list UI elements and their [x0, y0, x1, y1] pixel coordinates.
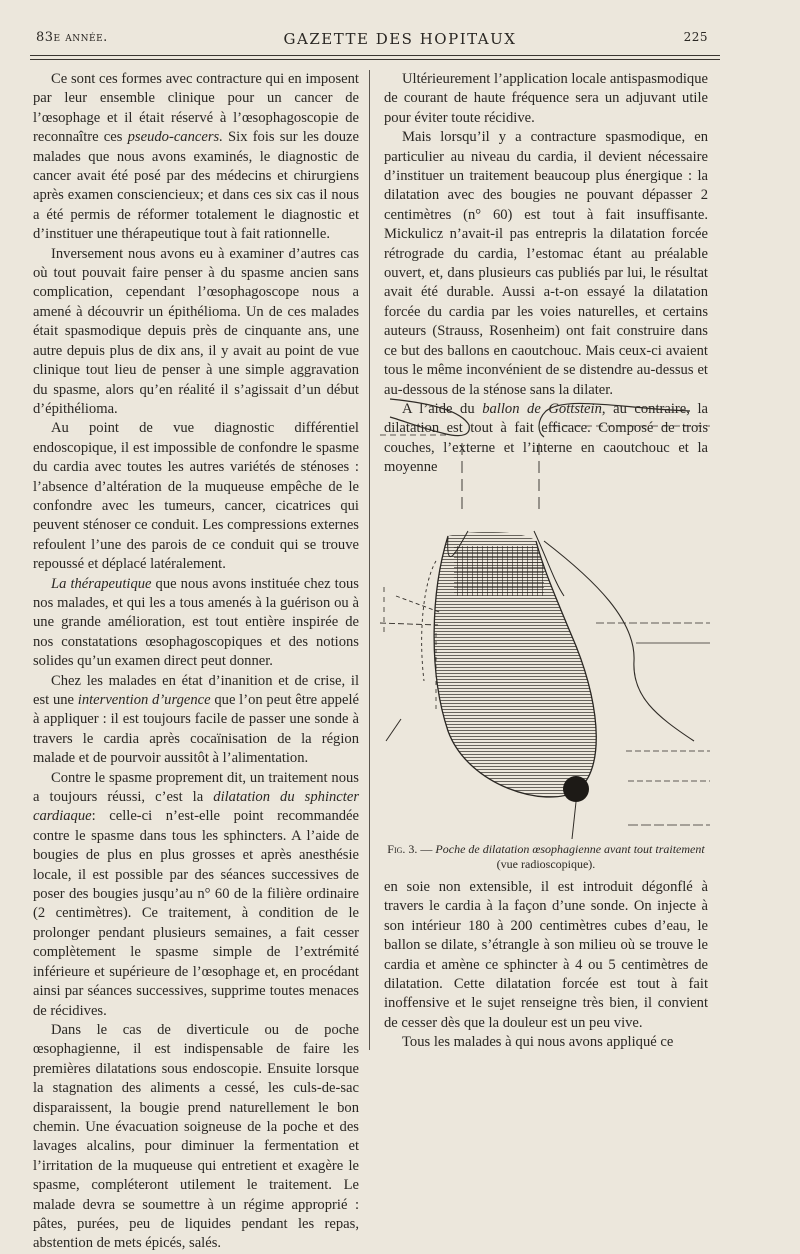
page-number: 225: [683, 30, 708, 44]
masthead-title: GAZETTE DES HOPITAUX: [283, 30, 517, 48]
paragraph: La thérapeutique que nous avons instituée chez tous nos malades, et qui les a tous amenés à la guérison ou à une grande amélioration, est tout entière inspirée de nos constatations œsophagoscopiques et des notions solides qu’un examen direct peut donner.: [33, 575, 359, 670]
header-rule-top: [30, 55, 720, 56]
right-column-bottom: [384, 878, 708, 1053]
paragraph: Tous les malades à qui nous avons appliqué ce: [402, 1034, 674, 1051]
paragraph: Mais lorsqu’il y a contracture spasmodique, en particulier au niveau du cardia, il devient nécessaire d’instituer un traitement beaucoup plus énergique : la dilatation avec des bougies ne pouvant dépasser 2 centimètres (n° 60) est tout à fait insuffisante. Mickulicz n’avait-il pas entrepris la dilatation forcée rétrograde du cardia, l’estomac étant au préalable ouvert, et, dans plusieurs cas publiés par lui, le résultat avait été durable. Aussi a-t-on essayé la dilatation forcée du cardia par les voies naturelles, et certains auteurs (Strauss, Rosenheim) ont fait construire dans ce but des ballons en caoutchouc. Mais ceux-ci avaient tous le même inconvénient de se distendre au-dessus et au-dessous de la sténose sans la dilater.: [384, 129, 708, 398]
paragraph: Chez les malades en état d’inanition et de crise, il est une intervention d’urgence que l’on peut être appelé à appliquer : il est toujours facile de passer une sonde à travers le cardia après cocaïnisation de la région malade et de pourvoir aussitôt à l’alimentation.: [33, 672, 359, 767]
figure-subcaption: (vue radioscopique).: [496, 857, 596, 871]
header-year: 83e année.: [36, 30, 108, 45]
header-rule-bottom: [30, 59, 720, 60]
paragraph: A l’aide du ballon de Gottstein, au contraire, la dilatation est tout à fait efficace. Composé de trois couches, l’externe et l’interne en caoutchouc et la moyenne: [384, 400, 708, 476]
paragraph: Ultérieurement l’application locale antispasmodique de courant de haute fréquence sera un adjuvant utile pour éviter toute récidive.: [384, 71, 708, 126]
barium-pouch-shading: [416, 521, 616, 821]
diaphragm-left-curve: [390, 399, 469, 436]
left-column: [33, 70, 359, 1254]
paragraph: Dans le cas de diverticule ou de poche œsophagienne, il est indispensable de faire les premières dilatations sous endoscopie. Ensuite lorsque la stagnation des aliments a cessé, les culs-de-sac disparaissent, la bougie prend naturellement le bon chemin. Une évacuation soigneuse de la poche et des lavages alcalins, pour diminuer la fermentation et l’irritation de la muqueuse qui entretient et exagère le spasme, compléteront utilement le traitement. Le malade devra se soumettre à un régime approprié : pâtes, purées, peu de liquides pendant les repas, abstention de mets épicés, salés.: [33, 1021, 359, 1252]
figure-caption-text: Poche de dilatation œsophagienne avant tout traitement: [435, 842, 705, 856]
diaphragm-right-curve: [539, 403, 690, 437]
paragraph: Contre le spasme proprement dit, un traitement nous a toujours réussi, c’est la dilatation du sphincter cardiaque: celle-ci n’est-elle point recommandée contre le spasme dans tous les sphincters. A l’aide de bougies de plus en plus grosses et après anesthésie locale, il est possible par des séances successives de poser des bougies jusqu’au n° 60 de la filière ordinaire (2 centimètres). Ce traitement, à condition de le prolonger pendant plusieurs semaines, a fait cesser complètement le spasme simple de l’extrémité inférieure et supérieure de l’œsophage et, en procédant ainsi par séances successives, supprime toutes menaces de récidives.: [33, 769, 359, 1019]
column-divider: [369, 70, 370, 1050]
cardia-stricture-dot: [563, 776, 589, 802]
paragraph: Au point de vue diagnostic différentiel endoscopique, il est impossible de confondre le spasme du cardia avec toutes les autres variétés de sténoses : l’absence d’altération de la muqueuse empêche de le confondre avec les tumeurs, cancer, cicatrices qui peuvent sténoser ce conduit. Les compressions externes refoulent l’une des parois de ce conduit qui se trouve repoussé et déplacé latéralement.: [33, 420, 359, 573]
paragraph: Ce sont ces formes avec contracture qui en imposent par leur ensemble clinique pour un cancer de l’œsophage et il était réservé à l’œsophagoscopie de reconnaître ces pseudo-cancers. Six fois sur les douze malades que nous avons examinés, le diagnostic de cancer avait été posé par des médecins et chirurgiens après examen consciencieux; et dans ces six cas il nous a été permis de réformer totalement le diagnostic et d’instituer une thérapeutique tout à fait rationnelle.: [33, 71, 360, 243]
paragraph: Inversement nous avons eu à examiner d’autres cas où tout pouvait faire penser à du spasme ancien sans complication, cependant l’œsophagoscope nous a amené à découvrir un épithélioma. Un de ces malades était spasmodique depuis près de cinquante ans, une autre depuis plus de dix ans, il y avait au point de vue clinique tout lieu de penser à une simple aggravation du spasme, alors qu’en réalité il s’agissait d’un début d’épithélioma.: [33, 245, 359, 417]
paragraph: en soie non extensible, il est introduit dégonflé à travers le cardia à la façon d’une sonde. On injecte à son intérieur 180 à 200 centimètres cubes d’eau, le ballon se dilate, s’étrangle à son milieu où se trouve le cardia et amène ce sphincter à 4 ou 5 centimètres de dilatation. Cette dilatation forcée est tout à fait inoffensive et le sujet renseigne très bien, il convient de cesser dès que la douleur est un peu vive.: [384, 879, 708, 1031]
figure-caption: Fig. 3. — Poche de dilatation œsophagienne avant tout traitement (vue radioscopique).: [384, 842, 708, 872]
pouch-illustration: [376, 381, 716, 841]
figure-radioscopic-pouch: [376, 381, 716, 851]
figure-label: Fig. 3.: [387, 842, 418, 856]
